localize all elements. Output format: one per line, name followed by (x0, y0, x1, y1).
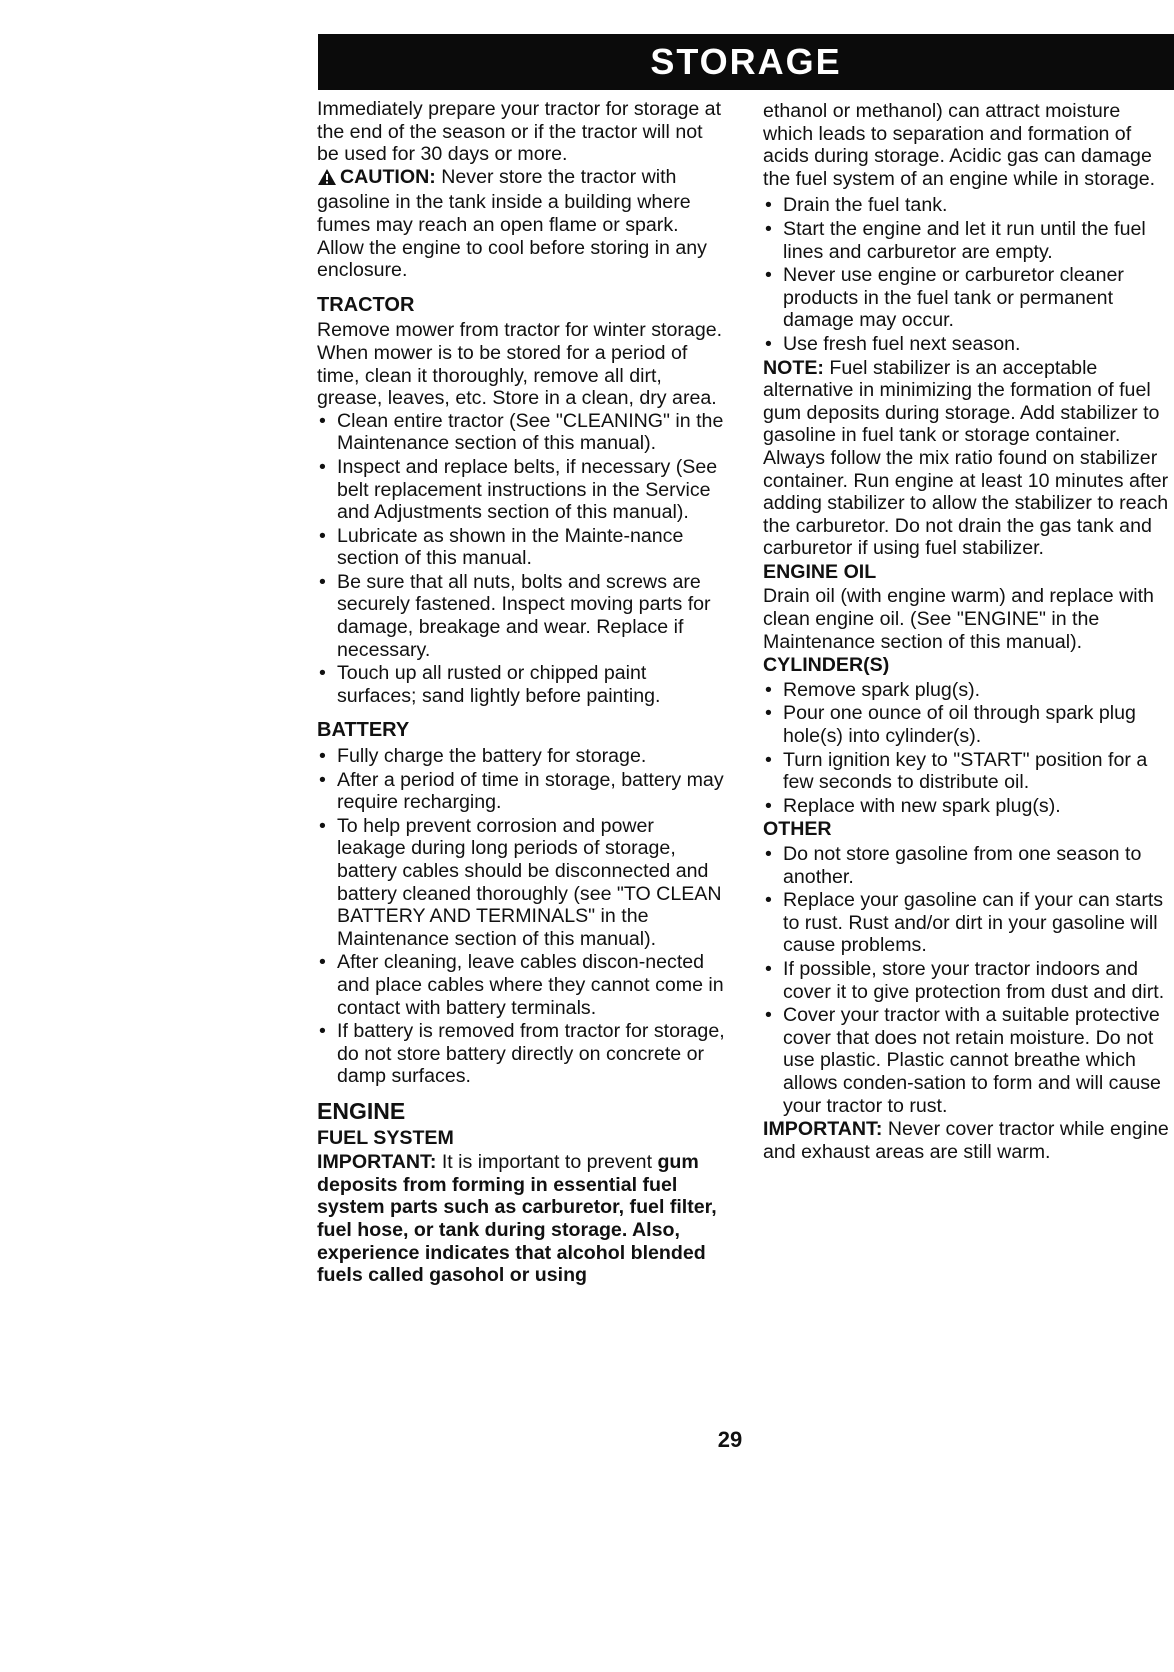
right-column (763, 100, 1169, 1163)
list-item: • Pour one ounce of oil through spark plug hole(s) into cylinder(s). (763, 702, 1169, 747)
fuel-system-heading: FUEL SYSTEM (317, 1126, 454, 1149)
list-item: • Start the engine and let it run until the fuel lines and carburetor are empty. (763, 218, 1169, 263)
list-item: • Lubricate as shown in the Mainte-nance section of this manual. (317, 525, 725, 570)
list-item: • After a period of time in storage, battery may require recharging. (317, 769, 725, 814)
list-item: • Remove spark plug(s). (763, 679, 1169, 702)
list-item: • If possible, store your tractor indoors and cover it to give protection from dust and dirt. (763, 958, 1169, 1003)
note-paragraph (763, 357, 1169, 560)
other-heading: OTHER (763, 818, 832, 841)
fuel-important-paragraph (317, 1151, 725, 1287)
list-item: • Turn ignition key to "START" position for a few seconds to distribute oil. (763, 749, 1169, 794)
list-item: • After cleaning, leave cables discon-nected and place cables where they cannot come in contact with battery terminals. (317, 951, 725, 1019)
intro-paragraph: Immediately prepare your tractor for storage at the end of the season or if the tractor will not be used for 30 days or more. (317, 98, 722, 166)
list-item: • Drain the fuel tank. (763, 194, 1169, 217)
list-item: • To help prevent corrosion and power leakage during long periods of storage, battery cables should be disconnected and battery cleaned thoroughly (see "TO CLEAN BATTERY AND TERMINALS" in the Maintenance section of this manual). (317, 815, 725, 951)
left-column (317, 98, 725, 1287)
important-label: IMPORTANT: (763, 1118, 883, 1141)
list-item: • Cover your tractor with a suitable protective cover that does not retain moisture. Do not use plastic. Plastic cannot breathe which allows conden-sation to form and will cause your tractor to rust. (763, 1004, 1169, 1117)
list-item: • Fully charge the battery for storage. (317, 745, 725, 768)
important-label: IMPORTANT: (317, 1151, 437, 1174)
caution-paragraph (317, 166, 725, 282)
battery-heading: BATTERY (317, 719, 410, 742)
fuel-text-plain: It is important to prevent (441, 1151, 653, 1174)
fuel-list (763, 194, 1169, 355)
fuel-text-bold: gum deposits from forming in essential fuel system parts such as carburetor, fuel filter, fuel hose, or tank during storage. Also, experience indicates that alcohol blended fuels called gasohol or using (317, 1151, 717, 1287)
caution-text: Never store the tractor with gasoline in the tank inside a building where fumes may reach an open flame or spark. Allow the engine to cool before storing in any enclosure. (317, 165, 707, 282)
engine-oil-heading: ENGINE OIL (763, 560, 877, 583)
cylinder-list (763, 679, 1169, 818)
caution-label: CAUTION: (340, 165, 436, 188)
engine-heading: ENGINE (317, 1097, 406, 1124)
list-item: • Replace with new spark plug(s). (763, 795, 1169, 818)
tractor-heading: TRACTOR (317, 293, 415, 316)
list-item: • If battery is removed from tractor for storage, do not store battery directly on concrete or damp surfaces. (317, 1020, 725, 1088)
other-list (763, 843, 1169, 1117)
important-paragraph (763, 1118, 1169, 1163)
list-item: • Use fresh fuel next season. (763, 333, 1169, 356)
cylinders-heading: CYLINDER(S) (763, 654, 890, 677)
note-text: Fuel stabilizer is an acceptable alternative in minimizing the formation of fuel gum deposits during storage. Add stabilizer to gasoline in fuel tank or storage container. Always follow the mix ratio found on stabilizer container. Run engine at least 10 minutes after adding stabilizer to allow the stabilizer to reach the carburetor. Do not drain the gas tank and carburetor if using fuel stabilizer. (763, 356, 1169, 560)
list-item: • Replace your gasoline can if your can starts to rust. Rust and/or dirt in your gasoline will cause problems. (763, 889, 1169, 957)
warning-triangle-icon (317, 168, 337, 192)
page-number: 29 (717, 1427, 743, 1452)
important-text: Never cover tractor while engine and exhaust areas are still warm. (763, 1118, 1169, 1163)
list-item: • Never use engine or carburetor cleaner products in the fuel tank or permanent damage may occur. (763, 264, 1169, 332)
page-title: STORAGE (318, 34, 1174, 90)
tractor-list (317, 410, 725, 708)
list-item: • Clean entire tractor (See "CLEANING" in the Maintenance section of this manual). (317, 410, 725, 455)
note-label: NOTE: (763, 356, 824, 379)
continuation-paragraph: ethanol or methanol) can attract moisture which leads to separation and formation of acids during storage. Acidic gas can damage the fuel system of an engine while in storage. (763, 100, 1156, 190)
list-item: • Do not store gasoline from one season to another. (763, 843, 1169, 888)
list-item: • Touch up all rusted or chipped paint surfaces; sand lightly before painting. (317, 662, 725, 707)
engine-oil-paragraph: Drain oil (with engine warm) and replace with clean engine oil. (See "ENGINE" in the Maintenance section of this manual). (763, 585, 1154, 653)
tractor-paragraph: Remove mower from tractor for winter storage. When mower is to be stored for a period of time, clean it thoroughly, remove all dirt, grease, leaves, etc. Store in a clean, dry area. (317, 319, 723, 410)
battery-list (317, 745, 725, 1088)
list-item: • Inspect and replace belts, if necessary (See belt replacement instructions in the Service and Adjustments section of this manual). (317, 456, 725, 524)
list-item: • Be sure that all nuts, bolts and screws are securely fastened. Inspect moving parts for damage, breakage and wear. Replace if necessary. (317, 571, 725, 661)
